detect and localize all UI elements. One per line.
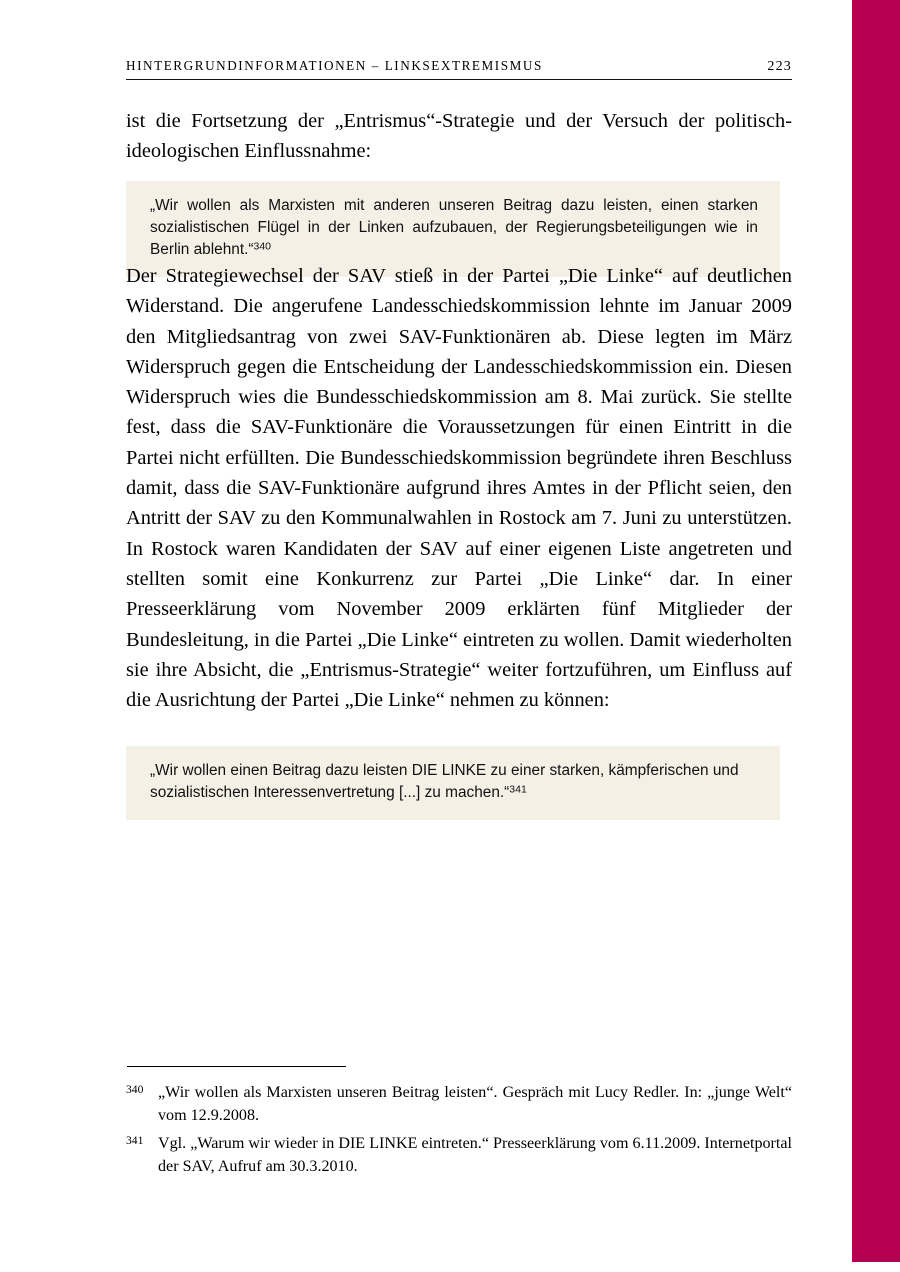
pull-quote-340-text bbox=[150, 195, 758, 261]
pull-quote-341 bbox=[126, 746, 780, 820]
page-edge-accent-bar bbox=[852, 0, 900, 1262]
pull-quote-340-footnote-marker: 340 bbox=[253, 241, 271, 253]
footnote-number-340: 340 bbox=[126, 1083, 144, 1096]
running-head bbox=[126, 58, 792, 80]
footnote-text-341: Vgl. „Warum wir wieder in DIE LINKE eintreten.“ Presseerklärung vom 6.11.2009. Internetportal der SAV, Aufruf am 30.3.2010. bbox=[158, 1134, 792, 1176]
body-paragraph-1-block bbox=[126, 106, 792, 167]
running-head-title: HINTERGRUNDINFORMATIONEN – LINKSEXTREMISMUS bbox=[126, 58, 543, 73]
pull-quote-340-body: „Wir wollen als Marxisten mit anderen unseren Beitrag dazu leisten, einen starken sozialistischen Flügel in der Linken aufzubauen, der Regierungsbeteiligungen wie in Berlin ablehnt.“ bbox=[150, 197, 758, 258]
footnote-number-341: 341 bbox=[126, 1133, 144, 1147]
pull-quote-341-body: „Wir wollen einen Beitrag dazu leisten DIE LINKE zu einer starken, kämpferischen und sozialistischen Interessenvertretung [...] zu machen.“ bbox=[150, 762, 739, 801]
page-number: 223 bbox=[767, 59, 792, 74]
footnote-separator-rule bbox=[127, 1066, 346, 1067]
body-paragraph-1: ist die Fortsetzung der „Entrismus“-Strategie und der Versuch der politisch-ideologischen Einflussnahme: bbox=[126, 110, 792, 163]
footnote-text-340: „Wir wollen als Marxisten unseren Beitrag leisten“. Gespräch mit Lucy Redler. In: „junge Welt“ vom 12.9.2008. bbox=[158, 1084, 792, 1125]
pull-quote-341-text bbox=[150, 760, 758, 804]
footnote-item bbox=[126, 1132, 792, 1179]
footnote-section bbox=[126, 1066, 792, 1183]
running-head-row bbox=[126, 58, 792, 80]
body-paragraph-2-block bbox=[126, 261, 792, 715]
pull-quote-341-footnote-marker: 341 bbox=[509, 784, 527, 796]
footnote-item bbox=[126, 1081, 792, 1128]
body-paragraph-2: Der Strategiewechsel der SAV stieß in der Partei „Die Linke“ auf deutlichen Widerstand. Die angerufene Landesschiedskommission lehnte im Januar 2009 den Mitgliedsantrag von zwei SAV-Funktionären ab. Diese legten im März Widerspruch gegen die Entscheidung der Landesschiedskommission ein. Diesen Widerspruch wies die Bundesschiedskommission am 8. Mai zurück. Sie stellte fest, dass die SAV-Funktionäre die Voraussetzungen für einen Eintritt in die Partei nicht erfüllten. Die Bundesschiedskommission begründete ihren Beschluss damit, dass die SAV-Funktionäre aufgrund ihres Amtes in der Pflicht seien, den Antritt der SAV zu den Kommunalwahlen in Rostock am 7. Juni zu unterstützen. In Rostock waren Kandidaten der SAV auf einer eigenen Liste angetreten und stellten somit eine Konkurrenz zur Partei „Die Linke“ dar. In einer Presseerklärung vom November 2009 erklärten fünf Mitglieder der Bundesleitung, in die Partei „Die Linke“ eintreten zu wollen. Damit wiederholten sie ihre Absicht, die „Entrismus-Strategie“ weiter fortzuführen, um Einfluss auf die Ausrichtung der Partei „Die Linke“ nehmen zu können: bbox=[126, 265, 792, 712]
